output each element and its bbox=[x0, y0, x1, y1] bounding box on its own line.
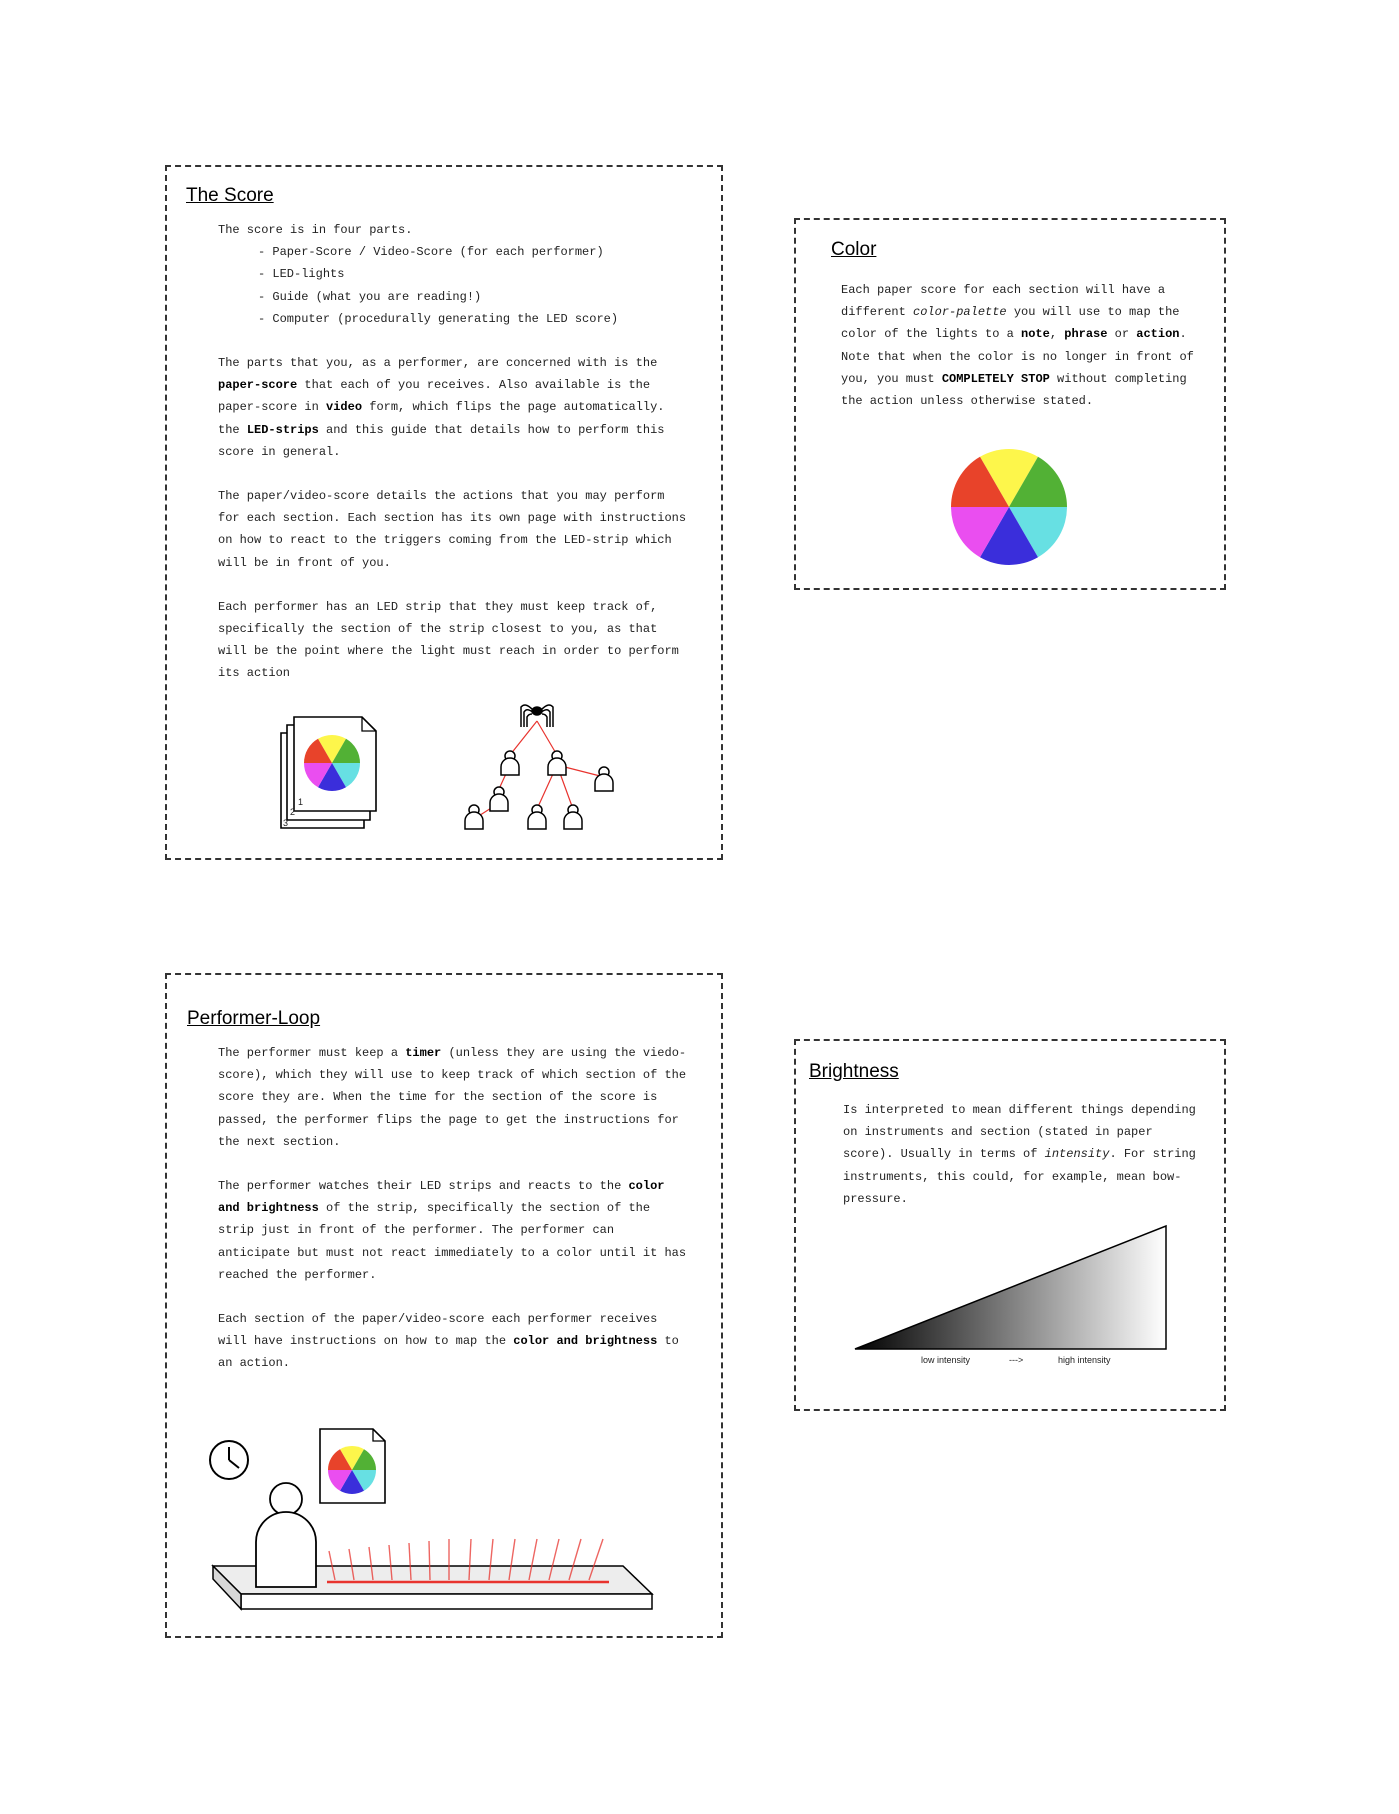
score-paragraph-parts: The parts that you, as a performer, are concerned with is the paper-score that each of you receives. Also available is the paper-score in video form, which flips the page automatically. the LED-strips and this guide that details how to perform this score in general. bbox=[218, 356, 665, 459]
low-intensity-label: low intensity bbox=[921, 1355, 971, 1365]
score-parts-list bbox=[258, 241, 688, 330]
performer-network-illustration bbox=[457, 699, 632, 839]
performer-at-desk-illustration bbox=[207, 1425, 677, 1620]
loop-paragraph-timer: The performer must keep a timer (unless they are using the viedo-score), which they will use to keep track of which section of the score they are. When the time for the section of the score is passed, the performer flips the page to get the instructions for the next section. bbox=[218, 1046, 687, 1149]
score-text bbox=[218, 219, 688, 685]
page-number: 2 bbox=[290, 807, 296, 817]
loop-paragraph-watch: The performer watches their LED strips and reacts to the color and brightness of the strip, specifically the section of the strip just in front of the performer. The performer can anticipate but must not react immediately to a color until it has reached the performer. bbox=[218, 1179, 687, 1282]
paper-score-icon bbox=[320, 1429, 385, 1503]
score-part: - LED-lights bbox=[258, 263, 688, 285]
score-part: - Guide (what you are reading!) bbox=[258, 286, 688, 308]
high-intensity-label: high intensity bbox=[1058, 1355, 1111, 1365]
score-card bbox=[165, 165, 723, 860]
score-paragraph-actions: The paper/video-score details the actions that you may perform for each section. Each section has its own page with instructions on how to react to the triggers coming from the LED-strip which will be in front of you. bbox=[218, 489, 687, 570]
brightness-card bbox=[794, 1039, 1226, 1411]
performer-loop-text bbox=[218, 1042, 688, 1375]
score-paragraph-led: Each performer has an LED strip that they must keep track of, specifically the section of the strip closest to you, as that will be the point where the light must reach in order to perform its action bbox=[218, 599, 679, 681]
color-title: Color bbox=[831, 239, 877, 260]
clock-icon bbox=[210, 1441, 248, 1479]
paper-score-stack-illustration bbox=[280, 705, 385, 830]
brightness-title: Brightness bbox=[809, 1061, 899, 1082]
arrow-label: ---> bbox=[1009, 1355, 1024, 1365]
page-number: 1 bbox=[298, 797, 304, 807]
brightness-gradient-illustration bbox=[854, 1225, 1170, 1365]
performer-loop-title: Performer-Loop bbox=[187, 1008, 321, 1029]
page-number: 3 bbox=[283, 818, 289, 828]
performer-loop-card bbox=[165, 973, 723, 1638]
computer-icon bbox=[521, 705, 553, 727]
color-text: Each paper score for each section will have a different color-palette you will use to map the color of the lights to a note, phrase or action. Note that when the color is no longer in front of you, you must COMPLETELY STOP without completing the action unless otherwise stated. bbox=[841, 283, 1194, 409]
color-wheel-illustration bbox=[950, 448, 1068, 566]
loop-paragraph-mapping: Each section of the paper/video-score each performer receives will have instructions on how to map the color and brightness to an action. bbox=[218, 1312, 679, 1371]
score-title: The Score bbox=[186, 185, 274, 206]
score-part: - Paper-Score / Video-Score (for each performer) bbox=[258, 241, 688, 263]
color-card bbox=[794, 218, 1226, 590]
brightness-text: Is interpreted to mean different things depending on instruments and section (stated in paper score). Usually in terms of intensity. For string instruments, this could, for example, mean bow-pressure. bbox=[843, 1103, 1196, 1206]
score-intro: The score is in four parts. bbox=[218, 223, 413, 237]
performer-icon bbox=[256, 1483, 316, 1587]
score-part: - Computer (procedurally generating the LED score) bbox=[258, 308, 688, 330]
